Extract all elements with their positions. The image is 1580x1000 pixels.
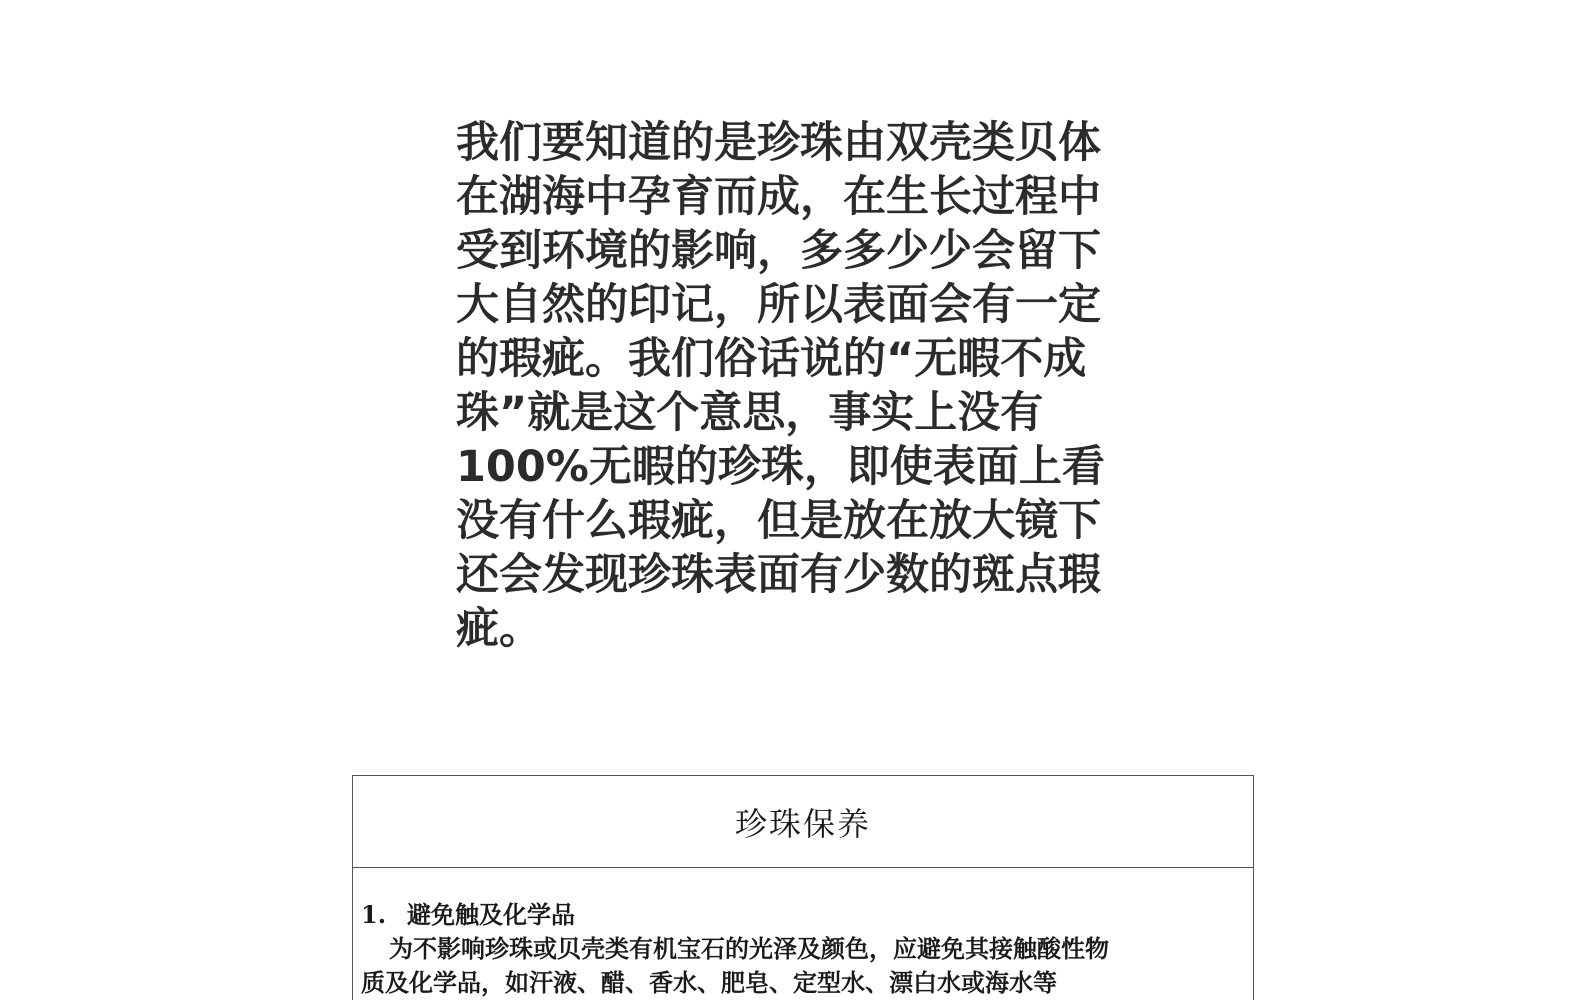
care-item-text: 为不影响珍珠或贝壳类有机宝石的光泽及颜色，应避免其接触酸性物 bbox=[389, 934, 1109, 963]
intro-line: 受到环境的影响，多多少少会留下 bbox=[456, 226, 1101, 276]
intro-paragraph bbox=[456, 116, 1156, 656]
intro-line: 疵。 bbox=[456, 604, 542, 654]
care-item-heading-text: 避免触及化学品 bbox=[407, 900, 575, 929]
care-item-heading bbox=[361, 898, 1245, 932]
intro-line: 没有什么瑕疵，但是放在放大镜下 bbox=[456, 496, 1101, 546]
intro-line: 大自然的印记，所以表面会有一定 bbox=[456, 280, 1101, 330]
intro-line: 还会发现珍珠表面有少数的斑点瑕 bbox=[456, 550, 1101, 600]
intro-line: 珠”就是这个意思，事实上没有 bbox=[456, 388, 1044, 438]
intro-line: 的瑕疵。我们俗话说的“无暇不成 bbox=[456, 334, 1087, 384]
care-title: 珍珠保养 bbox=[353, 776, 1253, 868]
care-body bbox=[353, 868, 1253, 1000]
care-item-number: 1. bbox=[361, 900, 387, 929]
intro-line: 在湖海中孕育而成，在生长过程中 bbox=[456, 172, 1101, 222]
intro-line: 我们要知道的是珍珠由双壳类贝体 bbox=[456, 118, 1101, 168]
care-item-text: 质及化学品，如汗液、醋、香水、肥皂、定型水、漂白水或海水等 bbox=[361, 968, 1057, 997]
intro-line: 100%无暇的珍珠，即使表面上看 bbox=[456, 442, 1105, 492]
pearl-care-table bbox=[352, 775, 1254, 1000]
